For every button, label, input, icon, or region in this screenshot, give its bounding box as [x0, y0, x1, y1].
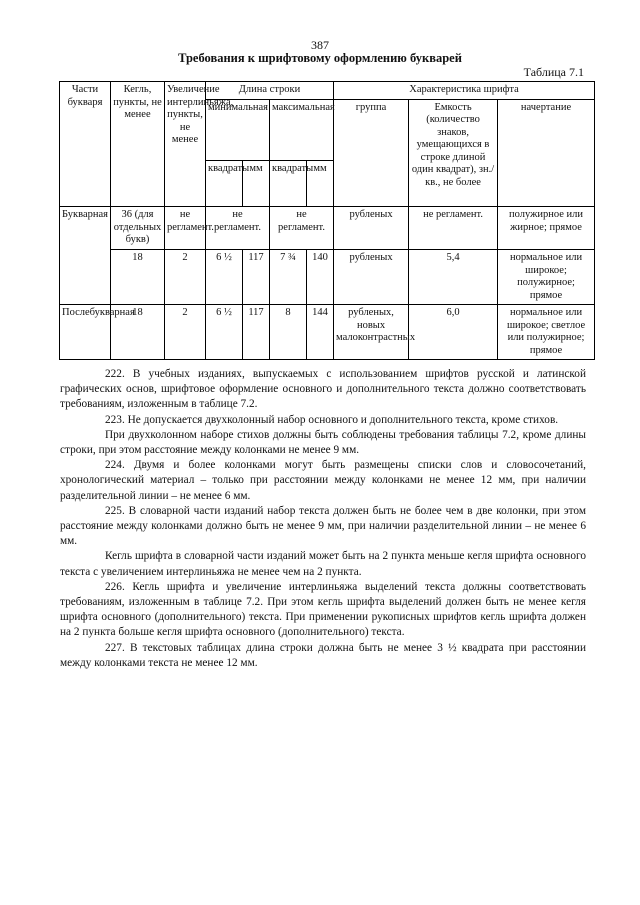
cell-max: не регламент. — [270, 207, 334, 250]
header-max-mm: мм — [307, 160, 334, 206]
header-capacity: Емкость (количество знаков, умещающихся в строке длиной один квадрат), зн./кв., не более — [409, 99, 498, 207]
cell-min-squares: 6 ½ — [206, 305, 243, 360]
cell-leading: 2 — [165, 305, 206, 360]
header-font-characteristics: Характеристика шрифта — [334, 82, 595, 100]
cell-max-squares: 8 — [270, 305, 307, 360]
header-max-squares: квадраты — [270, 160, 307, 206]
cell-size: 18 — [111, 305, 165, 360]
document-title: Требования к шрифтовому оформлению букварей — [178, 51, 462, 65]
cell-leading: 2 — [165, 250, 206, 305]
table-row — [60, 207, 595, 250]
header-style: начертание — [498, 99, 595, 207]
cell-min-squares: 6 ½ — [206, 250, 243, 305]
table-label: Таблица 7.1 — [523, 65, 584, 79]
table-row — [60, 305, 595, 360]
cell-capacity: не регламент. — [409, 207, 498, 250]
paragraph: Кегль шрифта в словарной части изданий может быть на 2 пункта меньше кегля шрифта основного текста с увеличением интерлиньяжа не менее чем на 2 пункта. — [60, 550, 586, 578]
cell-part: Послебукварная — [60, 305, 111, 360]
table-row — [60, 250, 595, 305]
header-leading: Увеличение интерлиньяжа, пункты, не менее — [165, 82, 206, 207]
paragraph-225: 225. В словарной части изданий набор текста должен быть не более чем в две колонки, при этом расстояние между колонками должно быть не менее 9 мм, при наличии разделительной линии – не менее 6 мм. — [60, 504, 586, 548]
header-min-squares: квадраты — [206, 160, 243, 206]
header-max: максимальная — [270, 99, 334, 160]
header-min-mm: мм — [243, 160, 270, 206]
header-line-length: Длина строки — [206, 82, 334, 100]
table-header-row — [60, 82, 595, 100]
cell-part: Букварная — [60, 207, 111, 305]
paragraph: При двухколонном наборе стихов должны быть соблюдены требования таблицы 7.2, кроме длины строки, при этом расстояние между колонками не менее 9 мм. — [60, 428, 586, 457]
header-group: группа — [334, 99, 409, 207]
header-parts: Части букваря — [60, 82, 111, 207]
cell-style: нормальное или широкое; светлое или полужирное; прямое — [498, 305, 595, 360]
cell-group: рубленых — [334, 250, 409, 305]
cell-capacity: 6,0 — [409, 305, 498, 360]
paragraph-227: 227. В текстовых таблицах длина строки должна быть не менее 3 ½ квадрата при расстоянии между колонками текста не менее 12 мм. — [60, 641, 586, 669]
cell-capacity: 5,4 — [409, 250, 498, 305]
paragraph-223: 223. Не допускается двухколонный набор основного и дополнительного текста, кроме стихов. — [105, 413, 559, 426]
cell-group: рубленых — [334, 207, 409, 250]
cell-group: рубленых, новых малоконтрастных — [334, 305, 409, 360]
cell-size: 18 — [111, 250, 165, 305]
cell-max-mm: 140 — [307, 250, 334, 305]
paragraph-224: 224. Двумя и более колонками могут быть размещены списки слов и словосочетаний, хронологический материал – только при расстоянии между колонками не менее 12 мм, при наличии разделительной линии – не менее 6 мм. — [60, 459, 586, 502]
cell-style: нормальное или широкое; полужирное; прямое — [498, 250, 595, 305]
header-size: Кегль, пункты, не менее — [111, 82, 165, 207]
cell-max-mm: 144 — [307, 305, 334, 360]
cell-max-squares: 7 ¾ — [270, 250, 307, 305]
cell-style: полужирное или жирное; прямое — [498, 207, 595, 250]
paragraph-226: 226. Кегль шрифта и увеличение интерлиньяжа выделений текста должны соответствовать требованиям, изложенным в таблице 7.2. При этом кегль шрифта выделений должен быть не менее кегля шрифта основного (дополнительного) текста. При применении рукописных шрифтов кегль шрифта должен на 2 пункта больше кегля шрифта основного (дополнительного) текста. — [60, 580, 586, 639]
cell-min-mm: 117 — [243, 305, 270, 360]
paragraph-222: 222. В учебных изданиях, выпускаемых с использованием шрифтов русской и латинской графических основ, шрифтовое оформление основного и дополнительного текста должно соответствовать требованиям, изложенным в таблице 7.2. — [60, 368, 586, 411]
page-number: 387 — [311, 38, 329, 52]
cell-min: не регламент. — [206, 207, 270, 250]
cell-min-mm: 117 — [243, 250, 270, 305]
body-text — [60, 367, 586, 671]
font-requirements-table — [59, 81, 595, 360]
header-min: минимальная — [206, 99, 270, 160]
cell-leading: не регламент. — [165, 207, 206, 250]
cell-size: 36 (для отдельных букв) — [111, 207, 165, 250]
